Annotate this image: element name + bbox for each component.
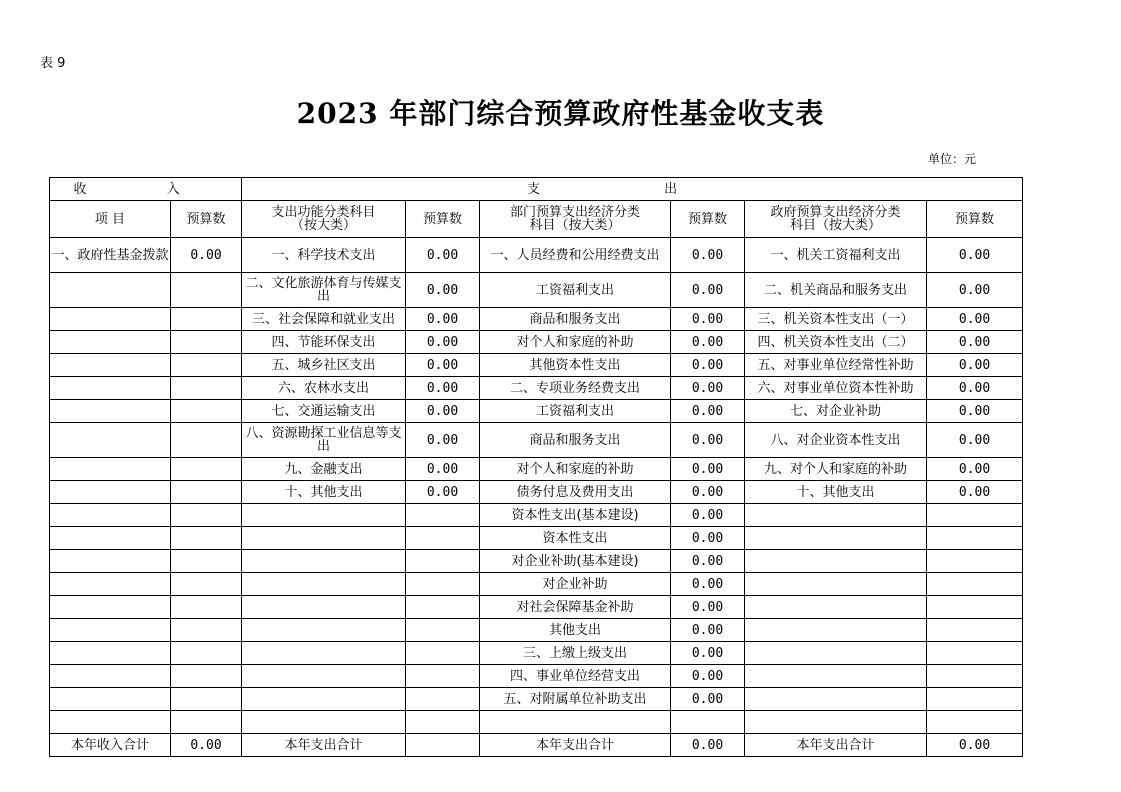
function-item-cell: 五、城乡社区支出 [242, 354, 406, 377]
function-item-cell: 一、科学技术支出 [242, 238, 406, 273]
income-amount-cell [171, 688, 242, 711]
col-header-gov-line1: 政府预算支出经济分类 [770, 205, 901, 220]
dept-total-label: 本年支出合计 [480, 734, 671, 757]
gov-econ-amount-cell: 0.00 [927, 400, 1023, 423]
col-header-gov-line2: 科目（按大类） [790, 218, 882, 233]
function-amount-cell [406, 642, 480, 665]
col-header-dept-amount: 预算数 [671, 201, 745, 238]
gov-econ-item-cell: 六、对事业单位资本性补助 [745, 377, 927, 400]
gov-econ-item-cell [745, 527, 927, 550]
dept-econ-amount-cell [671, 711, 745, 734]
gov-econ-amount-cell [927, 573, 1023, 596]
gov-econ-amount-cell: 0.00 [927, 481, 1023, 504]
function-item-cell [242, 596, 406, 619]
income-item-cell [50, 550, 171, 573]
function-item-cell: 八、资源勘探工业信息等支出 [242, 423, 406, 458]
income-item-cell [50, 665, 171, 688]
income-amount-cell [171, 273, 242, 308]
dept-econ-item-cell: 其他资本性支出 [480, 354, 671, 377]
function-item-cell: 六、农林水支出 [242, 377, 406, 400]
function-item-cell [242, 619, 406, 642]
gov-econ-amount-cell: 0.00 [927, 354, 1023, 377]
function-amount-cell: 0.00 [406, 423, 480, 458]
gov-econ-item-cell: 三、机关资本性支出（一） [745, 308, 927, 331]
function-amount-cell [406, 665, 480, 688]
function-amount-cell: 0.00 [406, 481, 480, 504]
function-total-amount [406, 734, 480, 757]
gov-econ-item-cell: 一、机关工资福利支出 [745, 238, 927, 273]
function-item-cell: 三、社会保障和就业支出 [242, 308, 406, 331]
income-amount-cell [171, 619, 242, 642]
dept-econ-item-cell [480, 711, 671, 734]
dept-econ-item-cell: 对个人和家庭的补助 [480, 458, 671, 481]
gov-econ-item-cell: 九、对个人和家庭的补助 [745, 458, 927, 481]
income-item-cell [50, 688, 171, 711]
income-amount-cell [171, 331, 242, 354]
dept-econ-item-cell: 资本性支出(基本建设) [480, 504, 671, 527]
dept-econ-amount-cell: 0.00 [671, 331, 745, 354]
function-amount-cell [406, 527, 480, 550]
dept-econ-item-cell: 资本性支出 [480, 527, 671, 550]
col-header-dept-line1: 部门预算支出经济分类 [510, 205, 641, 220]
col-header-function-amount: 预算数 [406, 201, 480, 238]
gov-econ-item-cell [745, 596, 927, 619]
income-item-cell: 一、政府性基金拨款 [50, 238, 171, 273]
dept-econ-item-cell: 五、对附属单位补助支出 [480, 688, 671, 711]
gov-econ-amount-cell: 0.00 [927, 458, 1023, 481]
income-amount-cell [171, 711, 242, 734]
income-item-cell [50, 619, 171, 642]
income-item-cell [50, 711, 171, 734]
table-row [50, 481, 1023, 504]
gov-econ-item-cell: 五、对事业单位经常性补助 [745, 354, 927, 377]
unit-label: 单位：元 [928, 152, 977, 166]
function-total-label: 本年支出合计 [242, 734, 406, 757]
income-amount-cell [171, 550, 242, 573]
function-amount-cell: 0.00 [406, 331, 480, 354]
dept-econ-amount-cell: 0.00 [671, 504, 745, 527]
income-amount-cell [171, 573, 242, 596]
dept-total-amount: 0.00 [671, 734, 745, 757]
table-row [50, 423, 1023, 458]
gov-econ-item-cell [745, 573, 927, 596]
gov-total-amount: 0.00 [927, 734, 1023, 757]
dept-econ-item-cell: 一、人员经费和公用经费支出 [480, 238, 671, 273]
income-amount-cell [171, 400, 242, 423]
column-header-row [50, 201, 1023, 238]
gov-econ-amount-cell [927, 550, 1023, 573]
function-amount-cell [406, 711, 480, 734]
income-item-cell [50, 573, 171, 596]
function-amount-cell: 0.00 [406, 458, 480, 481]
dept-econ-item-cell: 商品和服务支出 [480, 308, 671, 331]
group-header-row [50, 178, 1023, 201]
table-row [50, 354, 1023, 377]
function-amount-cell [406, 688, 480, 711]
income-item-cell [50, 400, 171, 423]
gov-econ-item-cell: 二、机关商品和服务支出 [745, 273, 927, 308]
dept-econ-item-cell: 对个人和家庭的补助 [480, 331, 671, 354]
col-header-gov-econ-category [745, 201, 927, 238]
gov-econ-item-cell [745, 550, 927, 573]
dept-econ-amount-cell: 0.00 [671, 238, 745, 273]
income-amount-cell [171, 596, 242, 619]
income-item-cell [50, 273, 171, 308]
col-header-function-line1: 支出功能分类科目 [271, 205, 376, 220]
dept-econ-amount-cell: 0.00 [671, 308, 745, 331]
income-item-cell [50, 596, 171, 619]
table-row [50, 619, 1023, 642]
table-row [50, 331, 1023, 354]
function-item-cell [242, 711, 406, 734]
col-header-dept-econ-category [480, 201, 671, 238]
gov-econ-amount-cell [927, 688, 1023, 711]
dept-econ-amount-cell: 0.00 [671, 688, 745, 711]
income-item-cell [50, 527, 171, 550]
dept-econ-item-cell: 工资福利支出 [480, 273, 671, 308]
col-header-income-amount: 预算数 [171, 201, 242, 238]
gov-econ-amount-cell: 0.00 [927, 331, 1023, 354]
table-row [50, 527, 1023, 550]
dept-econ-amount-cell: 0.00 [671, 400, 745, 423]
table-row [50, 573, 1023, 596]
income-item-cell [50, 331, 171, 354]
function-item-cell [242, 504, 406, 527]
table-row [50, 711, 1023, 734]
gov-econ-item-cell: 七、对企业补助 [745, 400, 927, 423]
table-row [50, 596, 1023, 619]
col-header-item: 项 目 [50, 201, 171, 238]
dept-econ-item-cell: 工资福利支出 [480, 400, 671, 423]
income-amount-cell [171, 665, 242, 688]
gov-econ-item-cell [745, 688, 927, 711]
function-item-cell: 十、其他支出 [242, 481, 406, 504]
table-row [50, 308, 1023, 331]
gov-econ-amount-cell [927, 504, 1023, 527]
table-row [50, 688, 1023, 711]
income-item-cell [50, 481, 171, 504]
gov-econ-item-cell [745, 504, 927, 527]
function-amount-cell [406, 573, 480, 596]
dept-econ-item-cell: 三、上缴上级支出 [480, 642, 671, 665]
dept-econ-amount-cell: 0.00 [671, 423, 745, 458]
gov-econ-item-cell [745, 665, 927, 688]
dept-econ-item-cell: 债务付息及费用支出 [480, 481, 671, 504]
income-amount-cell [171, 308, 242, 331]
col-header-function-category [242, 201, 406, 238]
gov-econ-item-cell: 八、对企业资本性支出 [745, 423, 927, 458]
gov-econ-item-cell [745, 642, 927, 665]
function-amount-cell [406, 550, 480, 573]
function-item-cell [242, 688, 406, 711]
function-amount-cell: 0.00 [406, 238, 480, 273]
col-header-function-line2: （按大类） [291, 218, 357, 233]
dept-econ-amount-cell: 0.00 [671, 573, 745, 596]
dept-econ-amount-cell: 0.00 [671, 619, 745, 642]
table-row [50, 400, 1023, 423]
table-row [50, 377, 1023, 400]
table-row [50, 504, 1023, 527]
dept-econ-amount-cell: 0.00 [671, 550, 745, 573]
income-item-cell [50, 308, 171, 331]
gov-econ-item-cell: 四、机关资本性支出（二） [745, 331, 927, 354]
gov-econ-amount-cell: 0.00 [927, 423, 1023, 458]
totals-row [50, 734, 1023, 757]
function-amount-cell: 0.00 [406, 273, 480, 308]
function-amount-cell: 0.00 [406, 308, 480, 331]
dept-econ-item-cell: 四、事业单位经营支出 [480, 665, 671, 688]
dept-econ-amount-cell: 0.00 [671, 273, 745, 308]
function-item-cell [242, 573, 406, 596]
function-item-cell [242, 665, 406, 688]
gov-econ-item-cell [745, 619, 927, 642]
gov-econ-amount-cell [927, 642, 1023, 665]
table-row [50, 642, 1023, 665]
function-item-cell: 九、金融支出 [242, 458, 406, 481]
gov-econ-amount-cell: 0.00 [927, 273, 1023, 308]
function-amount-cell: 0.00 [406, 400, 480, 423]
dept-econ-amount-cell: 0.00 [671, 458, 745, 481]
dept-econ-amount-cell: 0.00 [671, 354, 745, 377]
income-amount-cell [171, 458, 242, 481]
gov-econ-amount-cell: 0.00 [927, 308, 1023, 331]
income-item-cell [50, 458, 171, 481]
table-number-label: 表 9 [40, 56, 66, 71]
table-row [50, 273, 1023, 308]
expense-group-header: 支 出 [242, 178, 1023, 201]
function-amount-cell [406, 596, 480, 619]
income-group-header: 收 入 [50, 178, 242, 201]
function-item-cell: 四、节能环保支出 [242, 331, 406, 354]
income-total-label: 本年收入合计 [50, 734, 171, 757]
col-header-dept-line2: 科目（按大类） [529, 218, 621, 233]
gov-total-label: 本年支出合计 [745, 734, 927, 757]
dept-econ-item-cell: 对企业补助 [480, 573, 671, 596]
function-item-cell [242, 642, 406, 665]
dept-econ-item-cell: 商品和服务支出 [480, 423, 671, 458]
gov-econ-amount-cell: 0.00 [927, 238, 1023, 273]
function-amount-cell: 0.00 [406, 354, 480, 377]
dept-econ-amount-cell: 0.00 [671, 481, 745, 504]
income-item-cell [50, 642, 171, 665]
dept-econ-amount-cell: 0.00 [671, 377, 745, 400]
gov-econ-amount-cell [927, 711, 1023, 734]
income-item-cell [50, 377, 171, 400]
income-amount-cell [171, 377, 242, 400]
dept-econ-amount-cell: 0.00 [671, 527, 745, 550]
function-item-cell: 二、文化旅游体育与传媒支出 [242, 273, 406, 308]
function-item-cell [242, 550, 406, 573]
income-amount-cell [171, 423, 242, 458]
page-title: 2023 年部门综合预算政府性基金收支表 [296, 97, 825, 130]
income-item-cell [50, 504, 171, 527]
income-item-cell [50, 423, 171, 458]
dept-econ-amount-cell: 0.00 [671, 665, 745, 688]
income-item-cell [50, 354, 171, 377]
dept-econ-amount-cell: 0.00 [671, 642, 745, 665]
income-amount-cell [171, 504, 242, 527]
function-item-cell: 七、交通运输支出 [242, 400, 406, 423]
income-amount-cell [171, 642, 242, 665]
col-header-gov-amount: 预算数 [927, 201, 1023, 238]
function-item-cell [242, 527, 406, 550]
income-amount-cell [171, 527, 242, 550]
table-row [50, 458, 1023, 481]
dept-econ-item-cell: 对企业补助(基本建设) [480, 550, 671, 573]
table-row [50, 665, 1023, 688]
dept-econ-amount-cell: 0.00 [671, 596, 745, 619]
income-total-amount: 0.00 [171, 734, 242, 757]
income-amount-cell: 0.00 [171, 238, 242, 273]
income-amount-cell [171, 354, 242, 377]
dept-econ-item-cell: 其他支出 [480, 619, 671, 642]
dept-econ-item-cell: 二、专项业务经费支出 [480, 377, 671, 400]
gov-econ-amount-cell [927, 596, 1023, 619]
gov-econ-item-cell: 十、其他支出 [745, 481, 927, 504]
dept-econ-item-cell: 对社会保障基金补助 [480, 596, 671, 619]
gov-econ-amount-cell [927, 527, 1023, 550]
table-row [50, 550, 1023, 573]
gov-econ-amount-cell [927, 665, 1023, 688]
income-amount-cell [171, 481, 242, 504]
function-amount-cell [406, 619, 480, 642]
function-amount-cell [406, 504, 480, 527]
budget-table [49, 177, 1023, 757]
gov-econ-item-cell [745, 711, 927, 734]
function-amount-cell: 0.00 [406, 377, 480, 400]
table-row [50, 238, 1023, 273]
gov-econ-amount-cell: 0.00 [927, 377, 1023, 400]
gov-econ-amount-cell [927, 619, 1023, 642]
